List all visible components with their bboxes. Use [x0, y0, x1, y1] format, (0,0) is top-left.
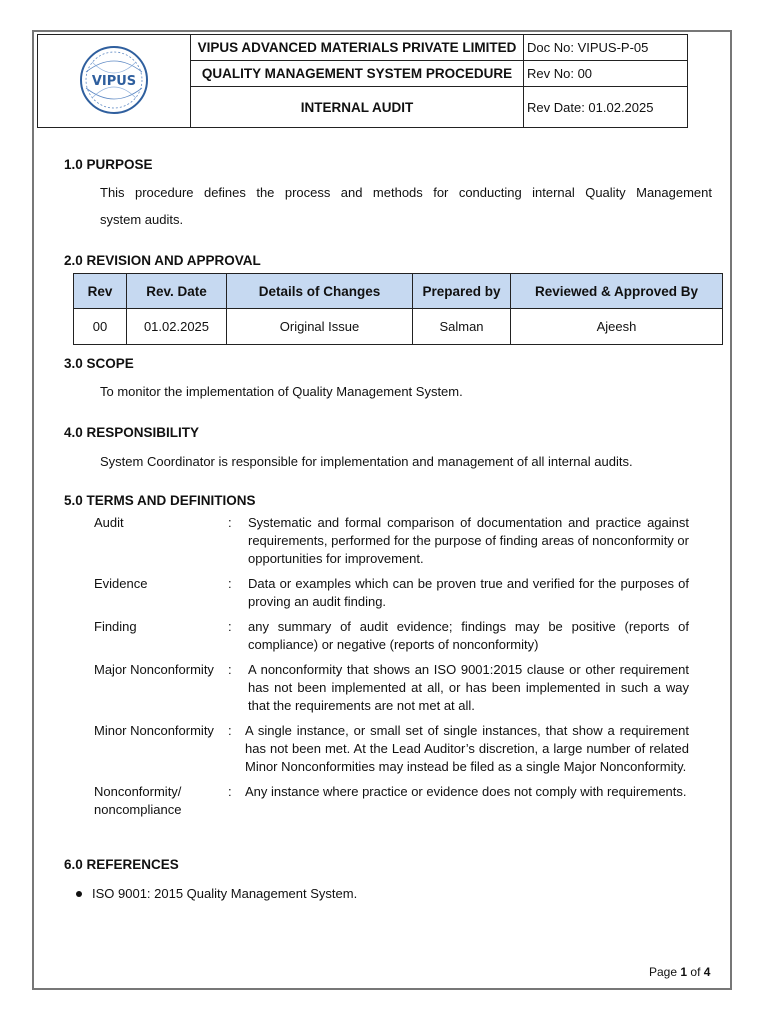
document-title: INTERNAL AUDIT: [191, 87, 524, 128]
definition-term: Finding: [94, 619, 137, 634]
references-heading: 6.0 REFERENCES: [64, 857, 179, 872]
table-cell: 01.02.2025: [127, 309, 227, 345]
definition-term: Minor Nonconformity: [94, 723, 214, 738]
col-header: Details of Changes: [227, 274, 413, 309]
scope-heading: 3.0 SCOPE: [64, 356, 134, 371]
definition-colon: :: [228, 784, 232, 799]
definition-item: [94, 661, 694, 715]
definition-colon: :: [228, 662, 232, 677]
doc-number: Doc No: VIPUS-P-05: [524, 35, 688, 61]
definition-colon: :: [228, 576, 232, 591]
table-row: [74, 309, 723, 345]
rev-date: Rev Date: 01.02.2025: [524, 87, 688, 128]
definition-item: [94, 618, 694, 654]
rev-number: Rev No: 00: [524, 61, 688, 87]
responsibility-text: System Coordinator is responsible for implementation and management of all internal audits.: [100, 454, 633, 469]
page-of: of: [690, 965, 701, 979]
definition-item: [94, 575, 694, 611]
page-total: 4: [703, 965, 711, 979]
definition-term: Major Nonconformity: [94, 662, 214, 677]
table-cell: 00: [74, 309, 127, 345]
definition-text: A nonconformity that shows an ISO 9001:2015 clause or other requirement has not been implemented at all, or has been implemented in such a way that the requirements are not met at all.: [248, 662, 689, 713]
definition-colon: :: [228, 723, 232, 738]
col-header: Reviewed & Approved By: [511, 274, 723, 309]
col-header: Rev. Date: [127, 274, 227, 309]
purpose-line-1: This procedure defines the process and methods for conducting internal Quality Management: [100, 185, 712, 200]
reference-text: ISO 9001: 2015 Quality Management System.: [92, 886, 358, 901]
document-header: [37, 34, 688, 128]
table-cell: Salman: [413, 309, 511, 345]
purpose-line-2: system audits.: [100, 212, 184, 227]
col-header: Rev: [74, 274, 127, 309]
col-header: Prepared by: [413, 274, 511, 309]
definition-text: A single instance, or small set of single instances, that show a requirement has not been met. At the Lead Auditor’s discretion, a large number of related Minor Nonconformities may instead be filed as a single Major Nonconformity.: [245, 723, 689, 774]
page-current: 1: [680, 965, 688, 979]
definition-text: any summary of audit evidence; findings may be positive (reports of compliance) or negative (reports of nonconformity): [248, 619, 689, 652]
company-name: VIPUS ADVANCED MATERIALS PRIVATE LIMITED: [191, 35, 524, 61]
terms-heading: 5.0 TERMS AND DEFINITIONS: [64, 493, 256, 508]
responsibility-heading: 4.0 RESPONSIBILITY: [64, 425, 200, 440]
table-cell: Ajeesh: [511, 309, 723, 345]
purpose-heading: 1.0 PURPOSE: [64, 157, 153, 172]
revision-heading: 2.0 REVISION AND APPROVAL: [64, 253, 261, 268]
system-name: QUALITY MANAGEMENT SYSTEM PROCEDURE: [191, 61, 524, 87]
page-border: [32, 30, 732, 990]
logo-cell: [38, 35, 191, 128]
definition-item: [94, 783, 694, 819]
revision-table: [73, 273, 723, 345]
definition-text: Systematic and formal comparison of documentation and practice against requirements, performed for the purpose of finding areas of nonconformity or opportunities for improvement.: [248, 515, 689, 566]
bullet-icon: [76, 891, 82, 897]
page-number: [649, 965, 710, 979]
definition-text: Any instance where practice or evidence does not comply with requirements.: [245, 784, 687, 799]
definition-term: Evidence: [94, 576, 148, 591]
definition-colon: :: [228, 515, 232, 530]
vipus-logo: [78, 44, 150, 116]
definition-text: Data or examples which can be proven true and verified for the purposes of proving an audit finding.: [248, 576, 689, 609]
definition-item: [94, 722, 694, 776]
definition-term: Audit: [94, 515, 124, 530]
definitions-list: [94, 514, 694, 826]
scope-text: To monitor the implementation of Quality Management System.: [100, 384, 463, 399]
definition-term: Nonconformity/ noncompliance: [94, 784, 182, 817]
reference-item: [76, 886, 357, 901]
page-label: Page: [649, 965, 678, 979]
logo-text: VIPUS: [91, 73, 137, 89]
definition-colon: :: [228, 619, 232, 634]
definition-item: [94, 514, 694, 568]
table-cell: Original Issue: [227, 309, 413, 345]
